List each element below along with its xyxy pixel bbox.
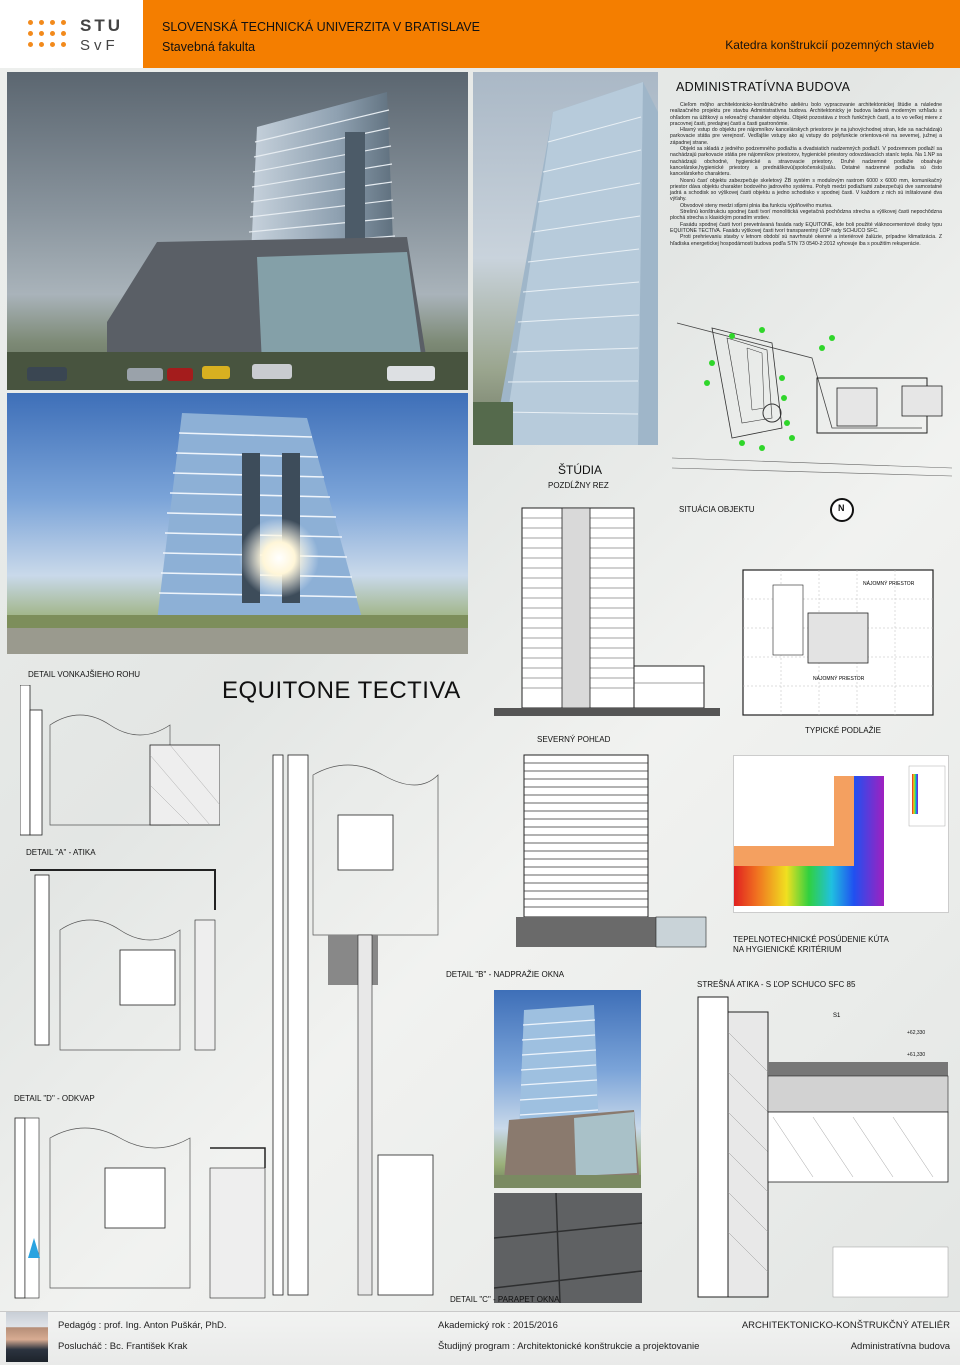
situation-label: SITUÁCIA OBJEKTU [679,505,755,514]
render-sunny-view [7,393,468,654]
thermal-label-line1: TEPELNOTECHNICKÉ POSÚDENIE KÚTA [733,935,889,944]
studio-name: ARCHITEKTONICKO-KONŠTRUKČNÝ ATELIÉR [741,1320,950,1331]
header [0,0,960,68]
detail-a-drawing [20,860,220,1055]
render-tower-perspective [473,72,658,445]
facade-panel-sample [494,1193,642,1303]
student: Poslucháč : Bc. František Krak [58,1341,188,1352]
paragraph: Objekt sa skladá z jedného podzemného podlažia a dvadsiatich nadzemných podlaží. V podzemnom podlaží sa nachádzajú parkovacie státia pre nájomníkov priestorov, hygienické priestory odovzdávacích staníc tepla. Na 1.NP sa nachádzajú obchodné, hygienické a stravovacie priestory. Druhé nadzemné podlažie obsahuje kancelárske,hygienické priestory a prednáškovú(spoločenskú)sálu. Ostatné nadzemné podlažia sú čisto kancelárskeho charakteru. [670,146,942,178]
paragraph: Cieľom môjho architektonicko-konštrukčného ateliéru bolo vypracovanie architektonickej štúdie a následne realizačného projektu pre stavbu Administratívna budova. Architektonicky je budova ladená moderným vzhľadu s ohľadom na úžitkový a rekreačný charakter objektu. Objekt pozostáva z troch funkčných častí, a to vo veľkej miere z pracovnej časti, predajnej časti a časti gastronómie. [670,102,942,127]
detail-c-label: DETAIL "C" - PARAPET OKNA [450,1295,560,1304]
detail-window-section [268,735,443,1300]
detail-corner-label: DETAIL VONKAJŠIEHO ROHU [28,670,141,679]
thermal-label-line2: NA HYGIENICKÉ KRITÉRIUM [733,945,842,954]
stu-logo [0,0,143,68]
department-name: Katedra konštrukcií pozemných stavieb [725,38,934,52]
paragraph: Nosnú časť objektu zabezpečuje skeletový ŽB systém s modulovým rastrom 6000 x 6000 mm, komunikačný priestor dáva objektu charakter bodového jadrového systému. Pohyb medzi podlažiami zabezpečujú dve samostatné jadrá a schodisk so výškovej časti objektu a jedno schodisko v spodnej časti. V každom z nich sú inštalované dva výťahy. [670,177,942,203]
paragraph: Fasádu spodnej časti tvorí prevetrávaná fasáda rady EQUITONE, kde boli použité vláknocementové dosky typu EQUITONE TECTIVA. Fasádu výškovej časti tvorí transparentný ĽOP rady SCHUCO SFC. [670,221,942,234]
header-bar [143,0,960,68]
author-photo [6,1312,48,1362]
paragraph: Proti prehrievaniu stavby v letnom období sú navrhnuté okenné a interiérové žalúzie, prípadne klimatizácia. Z hľadiska energetickej hospodárnosti budova podľa STN 73 0540-2:2012 vyhovuje iba s použitím rekuperácie. [670,234,942,247]
paragraph: Hlavný vstup do objektu pre nájomníkov kancelárskych priestorov je na juhovýchodnej stran, kde sa nachádzajú parkovacie státia pre verejnosť. Vedľajšie vstupy ako aj vstupy do polyfunkcie orientova-né na severnej, južnej a západnej strane. [670,127,942,146]
roof-parapet-detail [693,992,953,1302]
paragraph: Obvodové steny medzi stĺpmi plnia iba funkciu výplňového muriva. [680,202,833,209]
detail-b-label: DETAIL "B" - NADPRAŽIE OKNA [446,970,565,979]
typical-floor-label: TYPICKÉ PODLAŽIE [805,726,882,735]
paragraph: Strešnú konštrukciu spodnej časti tvorí monolitická vegetačná pochôdzna strecha a výškovej časti nepochôdzna plochá strecha s klasickým poradím vrstiev. [670,209,942,222]
pedagog: Pedagóg : prof. Ing. Anton Puškár, PhD. [58,1320,227,1331]
logo-dots-icon [28,20,68,56]
north-elevation-drawing [516,750,712,955]
north-label: N [838,503,845,513]
section-label: POZDĹŽNY REZ [548,481,609,490]
roof-parapet-label: STREŠNÁ ATIKA - S ĽOP SCHUCO SFC 85 [697,980,856,989]
site-plan-drawing [672,318,952,478]
study-program: Študijný program : Architektonické konštrukcie a projektovanie [438,1341,700,1352]
s1-tag: S1 [833,1013,841,1019]
detail-d-drawing [10,1108,270,1303]
detail-d-label: DETAIL "D" - ODKVAP [14,1094,95,1103]
academic-year: Akademický rok : 2015/2016 [438,1320,558,1331]
project-name: Administratívna budova [850,1341,950,1352]
svg-text:NÁJOMNÝ PRIESTOR: NÁJOMNÝ PRIESTOR [813,676,865,682]
faculty-name: Stavebná fakulta [162,40,256,54]
detail-corner-drawing [20,685,220,837]
detail-a-label: DETAIL "A" - ATIKA [26,848,96,857]
svg-text:NÁJOMNÝ PRIESTOR: NÁJOMNÝ PRIESTOR [863,581,915,587]
north-elevation-label: SEVERNÝ POHĽAD [537,735,611,744]
elevation-2: +61,330 [907,1052,926,1058]
render-small-view [494,990,641,1188]
main-title: EQUITONE TECTIVA [222,677,461,704]
project-description [670,102,942,247]
studia-heading: ŠTÚDIA [558,463,603,477]
university-name: SLOVENSKÁ TECHNICKÁ UNIVERZITA V BRATISLAVE [162,20,480,34]
logo-text-svf: SvF [80,37,119,54]
longitudinal-section-drawing [494,498,720,724]
typical-floor-plan [733,555,948,725]
thermal-analysis-image [733,755,949,913]
elevation-1: +62,330 [907,1030,926,1036]
project-title: ADMINISTRATÍVNA BUDOVA [676,80,851,94]
logo-text-stu: STU [80,16,123,35]
north-arrow-icon [830,498,854,522]
render-stormy-view [7,72,468,390]
